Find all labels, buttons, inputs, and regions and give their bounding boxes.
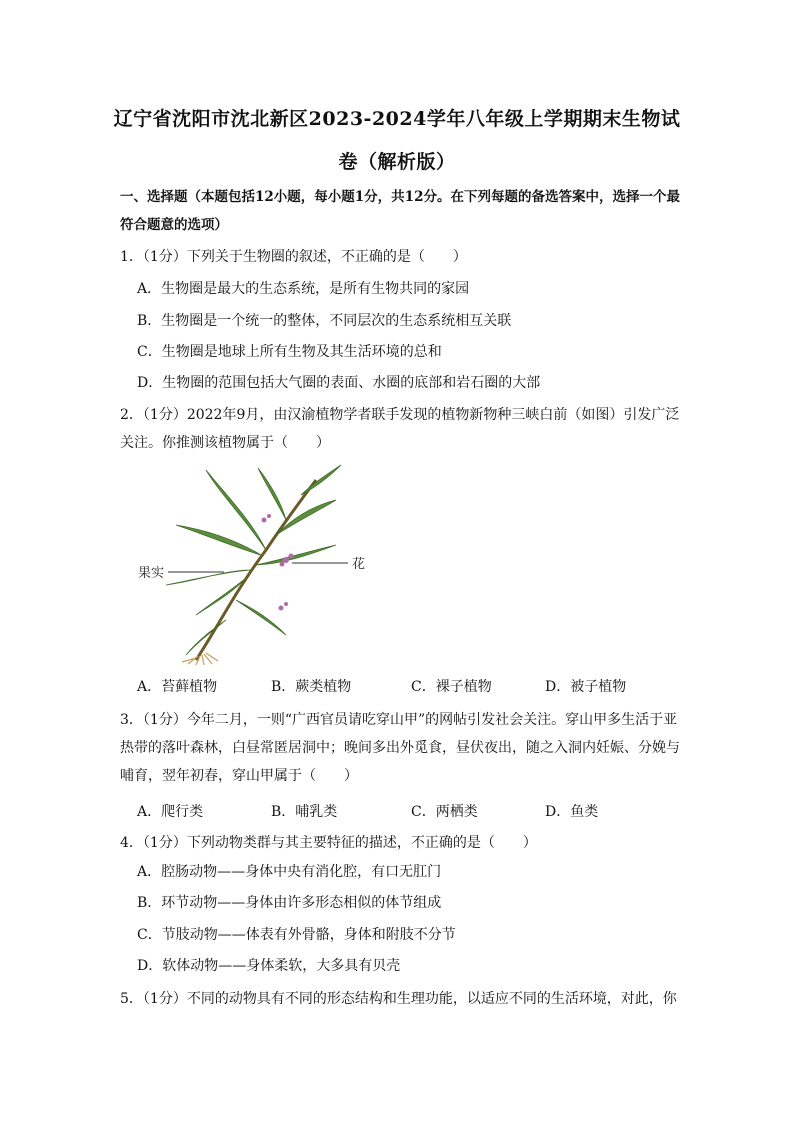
question-4-option-b: B．环节动物——身体由许多形态相似的体节组成 xyxy=(137,895,442,911)
section-heading: 一、选择题（本题包括12小题，每小题1分，共12分。在下列每题的备选答案中，选择一个最符合题意的选项） xyxy=(120,189,680,233)
doc-title-line2: 卷（解析版） xyxy=(338,151,456,173)
question-2-options xyxy=(137,676,657,696)
fruit-label: 果实 xyxy=(138,566,165,581)
question-4-option-a: A．腔肠动物——身体中央有消化腔，有口无肛门 xyxy=(137,864,442,880)
question-2-option-d: D．被子植物 xyxy=(545,679,627,695)
question-2-stem: 2．（1分）2022年9月，由汉渝植物学者联手发现的植物新物种三峡白前（如图）引发广泛关注。你推测该植物属于（ ） xyxy=(120,407,680,451)
question-2-option-a: A．苔藓植物 xyxy=(137,679,218,695)
question-1-option-b: B．生物圈是一个统一的整体，不同层次的生态系统相互关联 xyxy=(137,313,512,329)
question-3-stem: 3．（1分）今年二月，一则“广西官员请吃穿山甲”的网帖引发社会关注。穿山甲多生活于亚热带的落叶森林，白昼常匿居洞中；晚间多出外觅食，昼伏夜出，随之入洞内妊娠、分娩与哺育，翌年初春，穿山甲属于（ ） xyxy=(120,712,680,784)
question-3-option-b: B．哺乳类 xyxy=(271,804,338,820)
question-3-option-a: A．爬行类 xyxy=(137,804,204,820)
plant-figure xyxy=(136,460,376,665)
question-4-option-c: C．节肢动物——体表有外骨骼，身体和附肢不分节 xyxy=(137,927,456,943)
question-3-option-d: D．鱼类 xyxy=(545,804,599,820)
question-4-stem: 4．（1分）下列动物类群与其主要特征的描述，不正确的是（ ） xyxy=(120,835,537,851)
flower-label: 花 xyxy=(352,557,366,572)
question-1-option-a: A．生物圈是最大的生态系统，是所有生物共同的家园 xyxy=(137,281,470,297)
question-1-option-c: C．生物圈是地球上所有生物及其生活环境的总和 xyxy=(137,344,442,360)
question-3-options xyxy=(137,801,657,821)
question-1-stem: 1．（1分）下列关于生物圈的叙述，不正确的是（ ） xyxy=(120,249,467,265)
question-2-option-c: C．裸子植物 xyxy=(411,679,492,695)
leaves-icon xyxy=(166,465,341,655)
question-3-option-c: C．两栖类 xyxy=(411,804,478,820)
question-4-option-d: D．软体动物——身体柔软，大多具有贝壳 xyxy=(137,958,401,974)
question-5-stem: 5．（1分）不同的动物具有不同的形态结构和生理功能，以适应不同的生活环境，对此，你 xyxy=(120,991,677,1007)
question-1-option-d: D．生物圈的范围包括大气圈的表面、水圈的底部和岩石圈的大部 xyxy=(137,375,541,391)
question-2-option-b: B．蕨类植物 xyxy=(271,679,352,695)
doc-title-line1: 辽宁省沈阳市沈北新区2023-2024学年八年级上学期期末生物试 xyxy=(113,108,681,130)
